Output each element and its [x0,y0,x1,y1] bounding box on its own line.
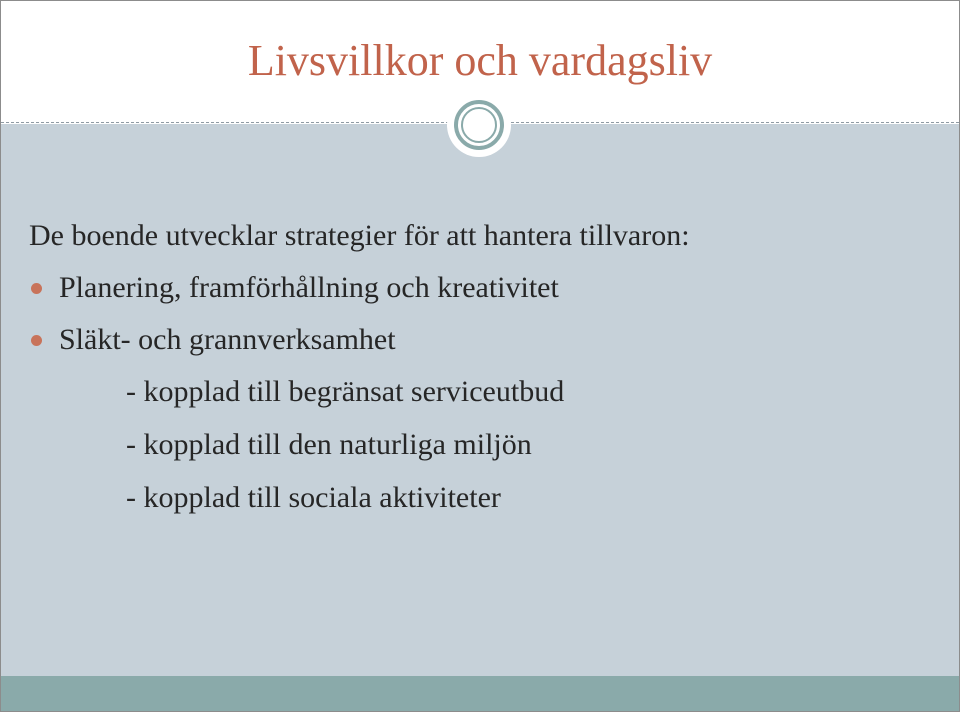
circle-inner [461,107,497,143]
sub-item: - kopplad till begränsat serviceutbud [126,375,565,408]
bullet-dot-icon [31,335,42,346]
footer-band [1,676,959,712]
sub-item: - kopplad till den naturliga miljön [126,428,532,461]
bullet-text: Planering, framförhållning och kreativitet [59,271,559,304]
bullet-dot-icon [31,283,42,294]
content-area [1,124,959,676]
intro-text: De boende utvecklar strategier för att hantera tillvaron: [29,219,690,252]
sub-item: - kopplad till sociala aktiviteter [126,481,501,514]
slide-title: Livsvillkor och vardagsliv [247,36,713,85]
bullet-text: Släkt- och grannverksamhet [59,323,396,356]
